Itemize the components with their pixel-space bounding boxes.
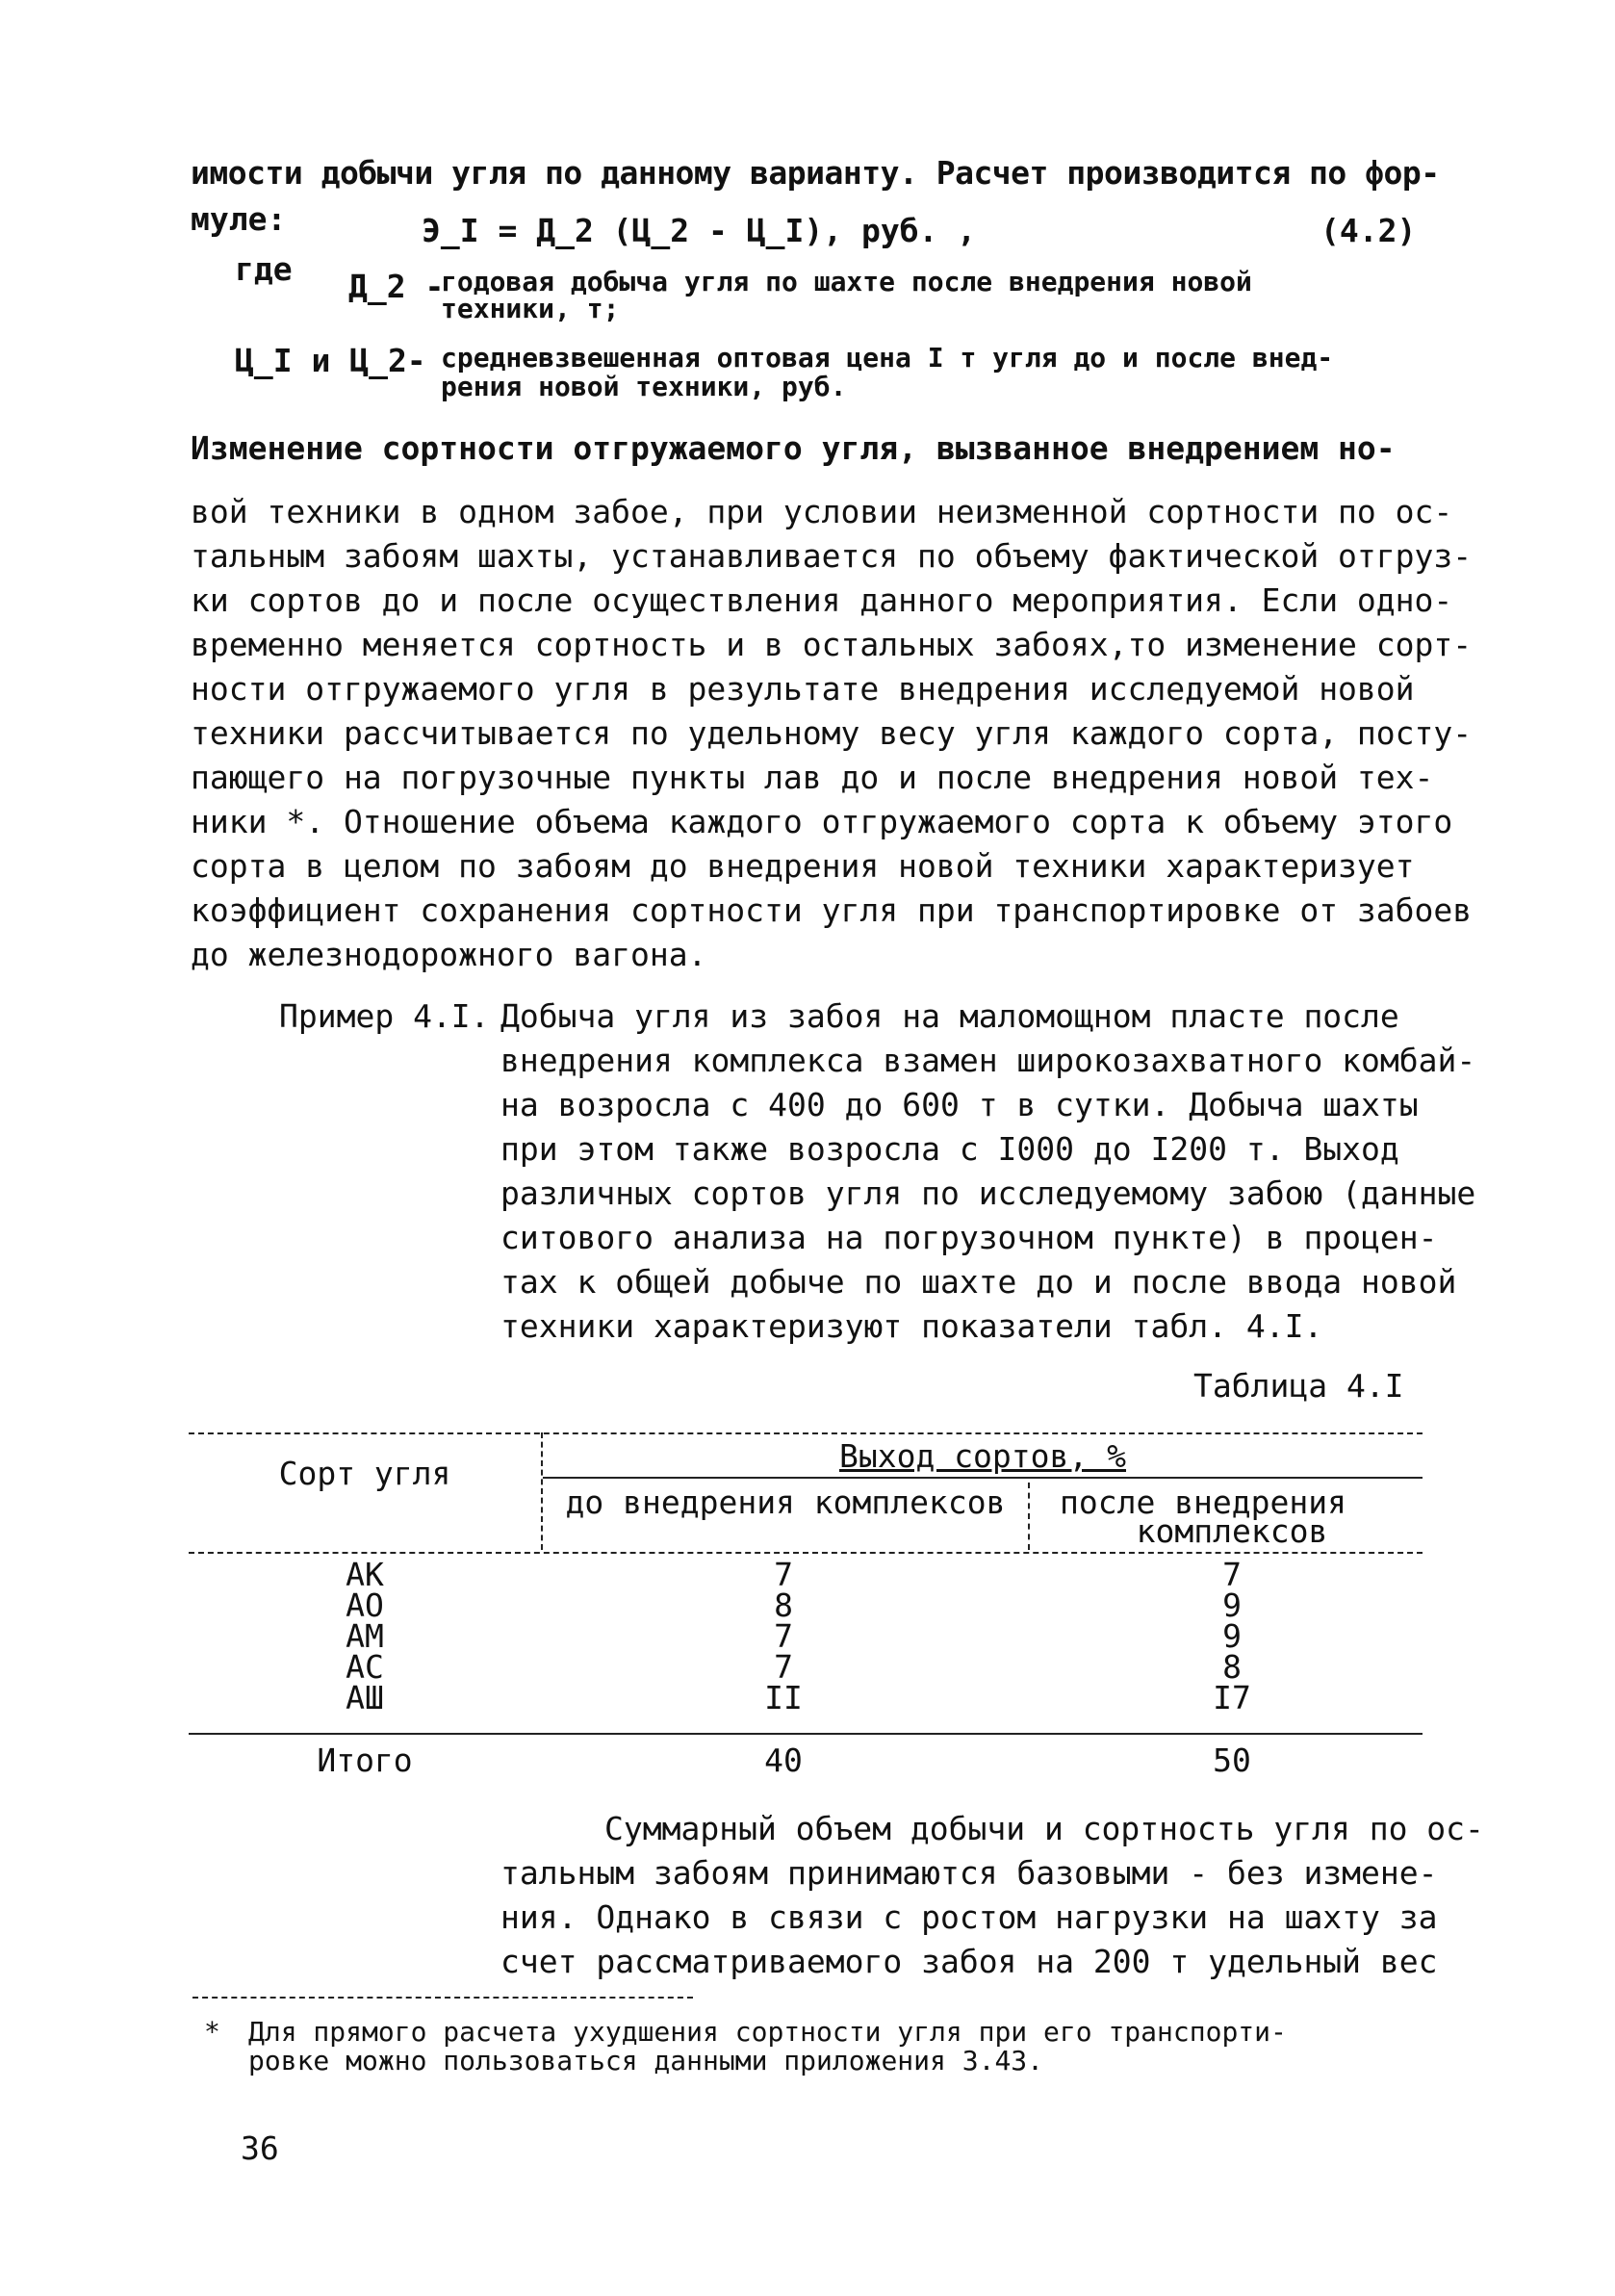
section-heading: Изменение сортности отгружаемого угля, вызванное внедрением но- <box>191 429 1396 467</box>
example-line-4: при этом также возросла с I000 до I200 т. Выход <box>500 1130 1399 1168</box>
paragraph-line-3: ки сортов до и после осуществления данного мероприятия. Если одно- <box>191 581 1453 619</box>
footnote-line-1: Для прямого расчета ухудшения сортности угля при его транспорти- <box>248 2016 1287 2048</box>
before-cell: 7 <box>774 1617 793 1655</box>
footnote-mark: * <box>204 2016 220 2048</box>
col-sorts <box>189 1556 541 1716</box>
closing-line-1: Суммарный объем добычи и сортность угля по ос- <box>604 1810 1484 1847</box>
sort-cell: АС <box>346 1648 384 1686</box>
example-line-8: техники характеризуют показатели табл. 4.I. <box>500 1307 1323 1345</box>
formula-number: (4.2) <box>1320 212 1417 249</box>
after-cell: 8 <box>1222 1648 1242 1686</box>
after-cell: 9 <box>1222 1587 1242 1624</box>
paragraph-line-1: вой техники в одном забое, при условии неизменной сортности по ос- <box>191 493 1453 530</box>
page-number: 36 <box>241 2129 279 2167</box>
d2-symbol: Д_2 - <box>348 268 445 305</box>
before-cell: 7 <box>774 1556 793 1593</box>
before-cell: 8 <box>774 1587 793 1624</box>
header-group-rule <box>543 1477 1423 1479</box>
example-label: Пример 4.I. <box>279 997 490 1035</box>
d2-text-1: годовая добыча угля по шахте после внедрения новой <box>441 266 1252 297</box>
total-before: 40 <box>764 1741 803 1779</box>
header-after-line2: комплексов <box>1136 1512 1328 1550</box>
paragraph-line-4: временно меняется сортность и в остальных забоях,то изменение сорт- <box>191 626 1473 663</box>
c-text-1: средневзвешенная оптовая цена I т угля до и после внед- <box>441 342 1334 374</box>
example-line-6: ситового анализа на погрузочном пункте) в процен- <box>500 1219 1438 1256</box>
where-word: где <box>235 250 293 288</box>
top-line-2: муле: <box>191 200 287 238</box>
d2-text-2: техники, т; <box>441 293 620 324</box>
example-line-2: внедрения комплекса взамен широкозахватного комбай- <box>500 1042 1476 1079</box>
header-before: до внедрения комплексов <box>565 1483 1006 1521</box>
formula-text: Э_I = Д_2 (Ц_2 - Ц_I), руб. , <box>422 212 977 249</box>
paragraph-line-6: техники рассчитывается по удельному весу угля каждого сорта, посту- <box>191 714 1473 752</box>
paragraph-line-7: пающего на погрузочные пункты лав до и после внедрения новой тех- <box>191 759 1434 796</box>
table-total-rule <box>189 1733 1423 1735</box>
table-header-rule <box>189 1552 1423 1554</box>
closing-line-3: ния. Однако в связи с ростом нагрузки на шахту за <box>500 1898 1438 1936</box>
formula <box>422 212 976 250</box>
col-before <box>543 1556 1024 1716</box>
paragraph-line-2: тальным забоям шахты, устанавливается по объему фактической отгруз- <box>191 537 1473 575</box>
top-line-1: имости добычи угля по данному варианту. Расчет производится по фор- <box>191 154 1440 192</box>
total-after: 50 <box>1213 1741 1251 1779</box>
paragraph-line-8: ники *. Отношение объема каждого отгружаемого сорта к объему этого <box>191 803 1453 840</box>
table-top-rule <box>189 1432 1423 1434</box>
closing-line-2: тальным забоям принимаются базовыми - без измене- <box>500 1854 1438 1892</box>
sort-cell: АШ <box>346 1679 384 1716</box>
footnote-line-2: ровке можно пользоваться данными приложения 3.43. <box>248 2045 1044 2077</box>
header-output: Выход сортов, % <box>838 1437 1126 1475</box>
col-after <box>1030 1556 1434 1716</box>
sort-cell: АО <box>346 1587 384 1624</box>
paragraph-line-10: коэффициент сохранения сортности угля при транспортировке от забоев <box>191 891 1473 929</box>
footnote-separator <box>192 1997 693 1999</box>
before-cell: II <box>764 1679 803 1716</box>
c-symbol: Ц_I и Ц_2- <box>235 342 426 379</box>
example-line-1: Добыча угля из забоя на маломощном пласте после <box>500 997 1399 1035</box>
before-cell: 7 <box>774 1648 793 1686</box>
paragraph-line-11: до железнодорожного вагона. <box>191 936 707 973</box>
sort-cell: АК <box>346 1556 384 1593</box>
header-after-line1: после внедрения <box>1059 1483 1346 1521</box>
example-line-3: на возросла с 400 до 600 т в сутки. Добыча шахты <box>500 1086 1419 1123</box>
after-cell: 7 <box>1222 1556 1242 1593</box>
table-caption: Таблица 4.I <box>1193 1367 1404 1405</box>
example-line-7: тах к общей добыче по шахте до и после ввода новой <box>500 1263 1457 1301</box>
after-cell: I7 <box>1213 1679 1251 1716</box>
c-text-2: рения новой техники, руб. <box>441 371 847 402</box>
paragraph-line-5: ности отгружаемого угля в результате внедрения исследуемой новой <box>191 670 1415 708</box>
example-line-5: различных сортов угля по исследуемому забою (данные <box>500 1174 1476 1212</box>
sort-cell: АМ <box>346 1617 384 1655</box>
total-label: Итого <box>317 1741 413 1779</box>
paragraph-line-9: сорта в целом по забоям до внедрения новой техники характеризует <box>191 847 1415 885</box>
after-cell: 9 <box>1222 1617 1242 1655</box>
header-sort: Сорт угля <box>278 1455 451 1492</box>
closing-line-4: счет рассматриваемого забоя на 200 т удельный вес <box>500 1943 1438 1980</box>
